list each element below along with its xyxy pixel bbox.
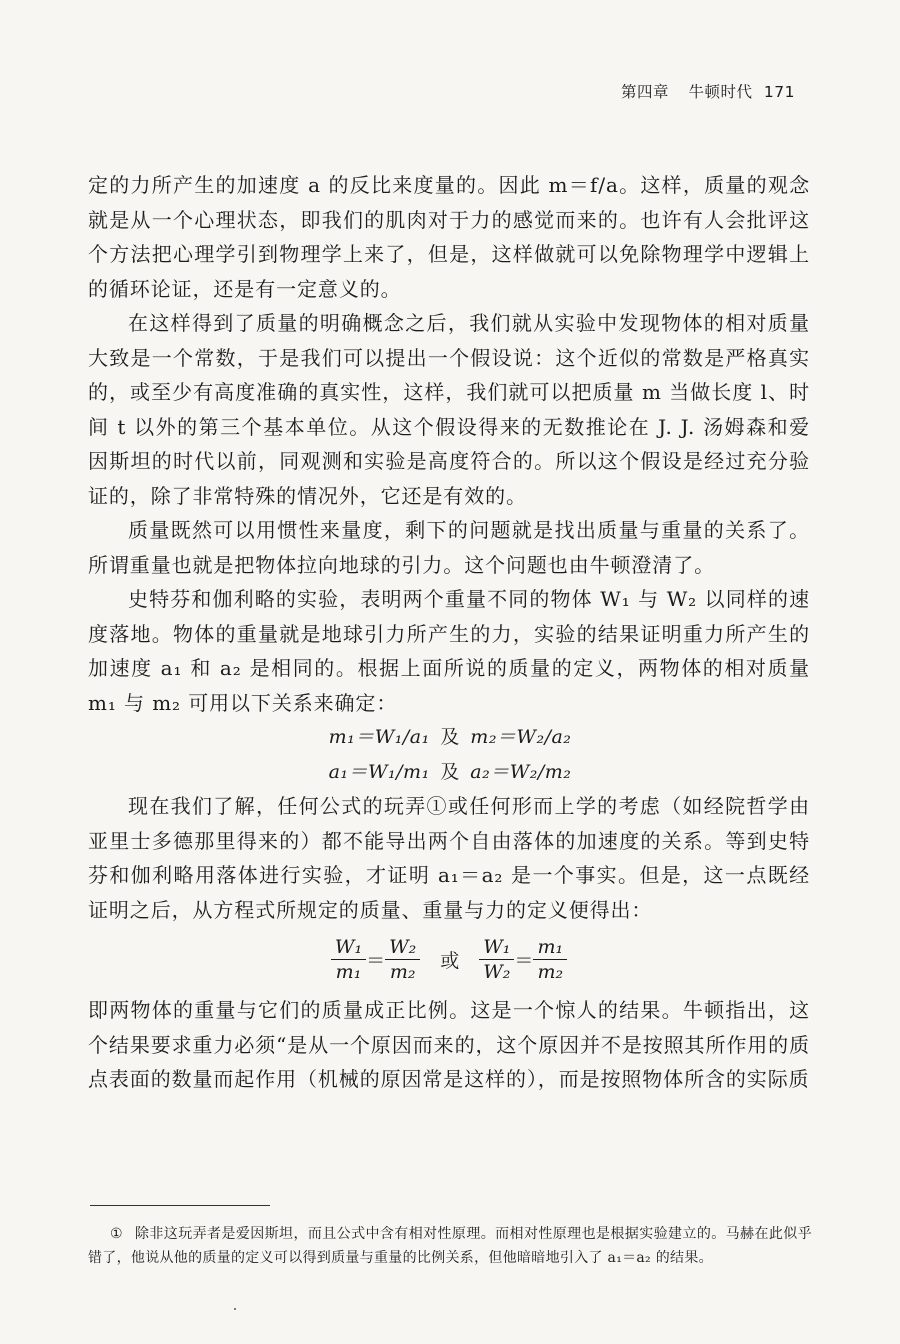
paragraph-6: 即两物体的重量与它们的质量成正比例。这是一个惊人的结果。牛顿指出，这个结果要求重力必须“是从一个原因而来的，这个原因并不是按照其所作用的质点表面的数量而起作用（机械的原因常是这样的），而是按照物体所含的实际质 xyxy=(88,998,810,1091)
fraction-denominator: m₂ xyxy=(389,960,416,983)
fraction-w2-m2 xyxy=(387,935,418,984)
equation-accel-2: a₂＝W₂/m₂ xyxy=(470,760,572,783)
print-speck xyxy=(234,1308,236,1310)
body-text xyxy=(88,168,810,1097)
footnote-marker: ① xyxy=(110,1226,123,1242)
paragraph-1: 定的力所产生的加速度 a 的反比来度量的。因此 m＝f/a。这样，质量的观念就是从一个心理状态，即我们的肌肉对于力的感觉而来的。也许有人会批评这个方法把心理学引到物理学上来了，但是，这样做就可以免除物理学中逻辑上的循环论证，还是有一定意义的。 xyxy=(88,173,810,301)
fraction-numerator: W₁ xyxy=(483,935,511,958)
paragraph-5: 现在我们了解，任何公式的玩弄①或任何形而上学的考虑（如经院哲学由亚里士多德那里得来的）都不能导出两个自由落体的加速度的关系。等到史特芬和伽利略用落体进行实验，才证明 a₁＝a₂ 是一个事实。但是，这一点既经证明之后，从方程式所规定的质量、重量与力的定义便得出： xyxy=(88,794,810,922)
equation-acceleration xyxy=(88,755,810,790)
fraction-denominator: m₁ xyxy=(335,960,362,983)
fraction-w1-m1 xyxy=(333,935,364,984)
footnote-text: 除非这玩弄者是爱因斯坦，而且公式中含有相对性原理。而相对性原理也是根据实验建立的。马赫在此似乎错了，他说从他的质量的定义可以得到质量与重量的比例关系，但他暗暗地引入了 a₁＝a₂ 的结果。 xyxy=(88,1226,812,1266)
equation-mass-1: m₁＝W₁/a₁ xyxy=(328,726,430,748)
equation-ratio xyxy=(88,929,810,989)
equation-mass xyxy=(88,720,810,755)
fraction-denominator: W₂ xyxy=(483,960,511,983)
footnote-divider xyxy=(90,1205,270,1206)
equation-mass-2: m₂＝W₂/a₂ xyxy=(470,726,572,748)
paragraph-3: 质量既然可以用惯性来量度，剩下的问题就是找出质量与重量的关系了。所谓重量也就是把物体拉向地球的引力。这个问题也由牛顿澄清了。 xyxy=(88,518,810,577)
chapter-label: 第四章 xyxy=(621,83,670,101)
fraction-numerator: W₁ xyxy=(334,935,363,958)
equation-accel-1: a₁＝W₁/m₁ xyxy=(328,760,430,783)
fraction-denominator: m₂ xyxy=(537,960,564,983)
equation-conjunction: 及 xyxy=(440,726,460,748)
fraction-m1-m2 xyxy=(535,935,565,984)
fraction-w1-w2 xyxy=(481,935,512,984)
fraction-numerator: m₁ xyxy=(537,935,564,958)
paragraph-2: 在这样得到了质量的明确概念之后，我们就从实验中发现物体的相对质量大致是一个常数，于是我们可以提出一个假设说：这个近似的常数是严格真实的，或至少有高度准确的真实性，这样，我们就可以把质量 m 当做长度 l、时间 t 以外的第三个基本单位。从这个假设得来的无数推论在 J. J. 汤姆森和爱因斯坦的时代以前，同观测和实验是高度符合的。所以这个假设是经过充分验证的，除了非常特殊的情况外，它还是有效的。 xyxy=(88,311,810,508)
equals-sign: ＝ xyxy=(366,949,386,972)
or-word: 或 xyxy=(440,949,460,972)
footnote xyxy=(88,1222,812,1270)
paragraph-4: 史特芬和伽利略的实验，表明两个重量不同的物体 W₁ 与 W₂ 以同样的速度落地。物体的重量就是地球引力所产生的力，实验的结果证明重力所产生的加速度 a₁ 和 a₂ 是相同的。根据上面所说的质量的定义，两物体的相对质量 m₁ 与 m₂ 可用以下关系来确定： xyxy=(88,587,810,715)
page-number: 171 xyxy=(763,83,795,101)
equals-sign: ＝ xyxy=(514,949,534,972)
equation-conjunction: 及 xyxy=(440,760,460,783)
running-header xyxy=(621,80,795,102)
fraction-numerator: W₂ xyxy=(389,935,417,958)
chapter-title: 牛顿时代 xyxy=(688,83,753,101)
